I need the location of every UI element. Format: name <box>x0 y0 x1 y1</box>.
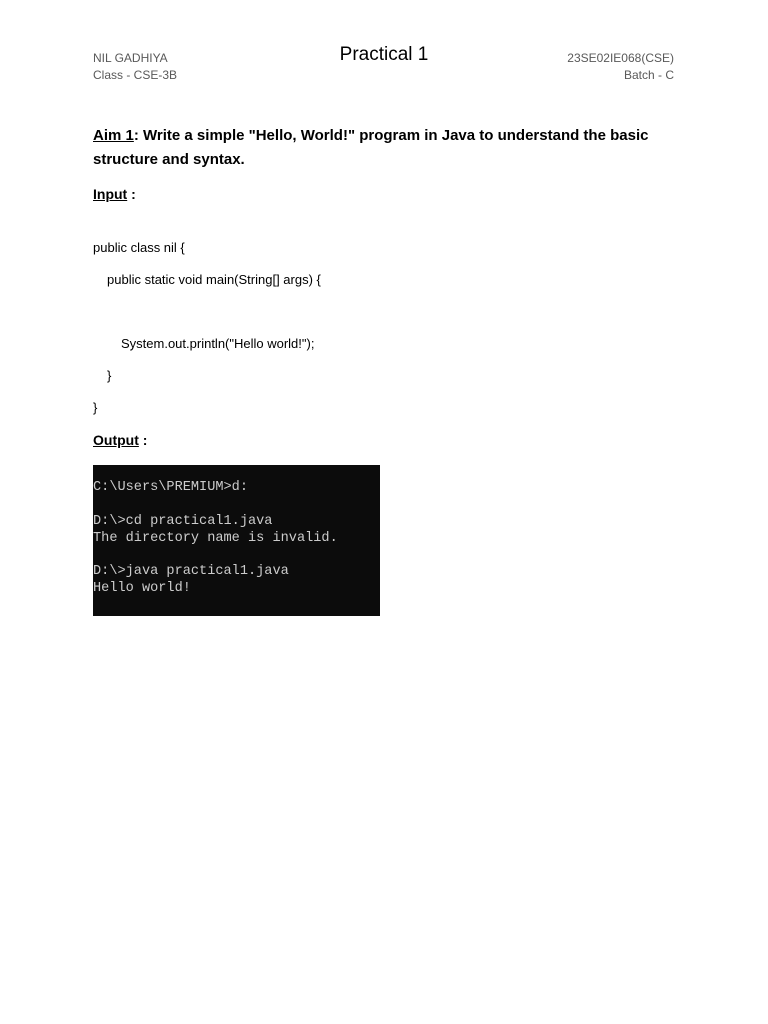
output-heading-label: Output <box>93 432 139 448</box>
code-line-3: System.out.println("Hello world!"); <box>121 336 315 351</box>
class-info: Class - CSE-3B <box>93 68 178 82</box>
code-line-4: } <box>107 368 112 383</box>
terminal-line-3: D:\>cd practical1.java <box>93 514 273 529</box>
code-line-2: public static void main(String[] args) { <box>107 272 321 287</box>
terminal-line-7: Hello world! <box>93 581 191 596</box>
code-line-5: } <box>93 400 98 415</box>
terminal-line-4: The directory name is invalid. <box>93 531 338 546</box>
terminal-line-6: D:\>java practical1.java <box>93 564 289 579</box>
output-heading-colon: : <box>138 432 148 448</box>
batch-info: Batch - C <box>623 68 674 82</box>
terminal-line-1: C:\Users\PREMIUM>d: <box>93 480 248 495</box>
aim-text: : Write a simple "Hello, World!" program in Java to understand the basic structure and syntax. <box>93 127 649 168</box>
input-heading-label: Input <box>93 186 128 202</box>
code-line-1: public class nil { <box>93 240 185 255</box>
input-heading-colon: : <box>127 186 136 202</box>
terminal-output-screenshot <box>93 465 380 616</box>
aim-statement <box>93 124 673 172</box>
aim-label: Aim 1 <box>93 127 134 144</box>
enrollment-number: 23SE02IE068(CSE) <box>567 51 674 65</box>
student-name: NIL GADHIYA <box>93 51 168 65</box>
input-heading <box>93 186 136 202</box>
page-title: Practical 1 <box>339 44 429 65</box>
header-right <box>567 50 674 84</box>
output-heading <box>93 432 147 448</box>
